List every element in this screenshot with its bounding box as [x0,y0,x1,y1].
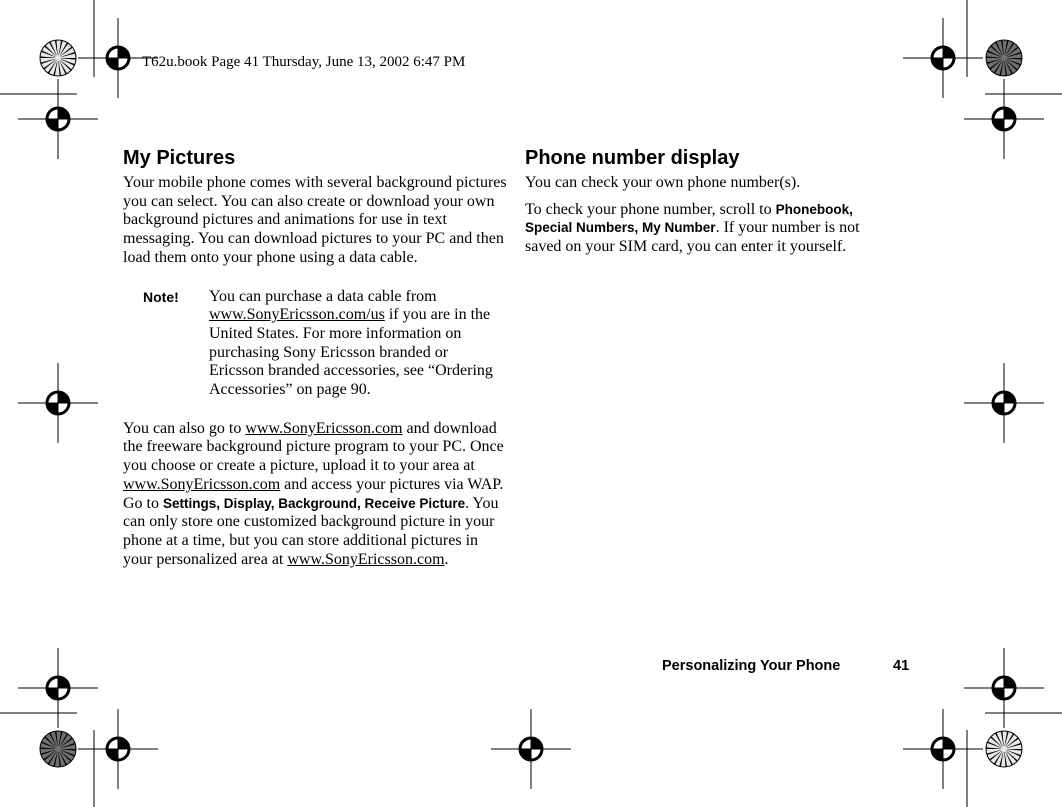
registration-quadrant [932,58,943,69]
registration-quadrant [58,108,69,119]
registration-quadrant [943,47,954,58]
registration-quadrant [58,677,69,688]
registration-quadrant [1004,108,1015,119]
registration-quadrant [58,392,69,403]
starburst-center [55,746,61,752]
registration-quadrant [1004,677,1015,688]
registration-quadrant [118,738,129,749]
my-pictures-heading: My Pictures [123,147,236,169]
sonyericsson-link-3[interactable]: www.SonyEricsson.com [287,550,445,568]
phone-number-intro: You can check your own phone number(s). [525,174,801,191]
sonyericsson-link-1[interactable]: www.SonyEricsson.com [245,419,403,437]
registration-quadrant [1004,392,1015,403]
registration-quadrant [520,749,531,760]
registration-quadrant [993,403,1004,414]
registration-quadrant [47,119,58,130]
menu-path-phonebook: Phonebook, Special Numbers, My Number [525,201,853,236]
note-text: You can purchase a data cable from www.SonyEricsson.com/us if you are in the United States. For more information on purchasing Sony Ericsson branded or Ericsson branded accessories, see “Ordering Accessories” on page 90. [209,287,493,399]
registration-quadrant [943,738,954,749]
my-pictures-intro: Your mobile phone comes with several background pictures you can select. You can also create or download your own background pictures and animations for use in text messaging. You can download pictures to your PC and then load them onto your phone using a data cable. [123,174,507,266]
registration-quadrant [993,688,1004,699]
registration-quadrant [531,738,542,749]
page-number: 41 [893,658,910,674]
file-stamp: T62u.book Page 41 Thursday, June 13, 2002 6:47 PM [142,54,466,70]
sonyericsson-us-link[interactable]: www.SonyEricsson.com/us [209,306,385,324]
registration-quadrant [47,403,58,414]
starburst-center [1001,55,1007,61]
phone-number-instructions: To check your phone number, scroll to Phonebook, Special Numbers, My Number. If your number is not saved on your SIM card, you can enter it yourself. [525,200,860,256]
note-block [143,288,507,400]
sonyericsson-link-2[interactable]: www.SonyEricsson.com [123,475,281,493]
left-column [123,146,507,569]
download-paragraph: You can also go to www.SonyEricsson.com and download the freeware background picture program to your PC. Once you choose or create a picture, upload it to your area at www.SonyEricsson.com and access your pictures via WAP. Go to Settings, Display, Background, Receive Picture. You can only store one customized background picture in your phone at a time, but you can store additional pictures in your personalized area at www.SonyEricsson.com. [123,419,504,568]
menu-path-settings: Settings, Display, Background, Receive Picture [163,495,466,511]
note-label: Note! [143,288,179,305]
registration-quadrant [932,749,943,760]
registration-quadrant [118,47,129,58]
footer-section-title: Personalizing Your Phone [662,658,841,674]
phone-number-display-heading: Phone number display [525,147,740,169]
starburst-center [1001,746,1007,752]
starburst-center [55,55,61,61]
registration-quadrant [107,749,118,760]
registration-quadrant [993,119,1004,130]
right-column [525,146,887,257]
registration-quadrant [107,58,118,69]
registration-quadrant [47,688,58,699]
